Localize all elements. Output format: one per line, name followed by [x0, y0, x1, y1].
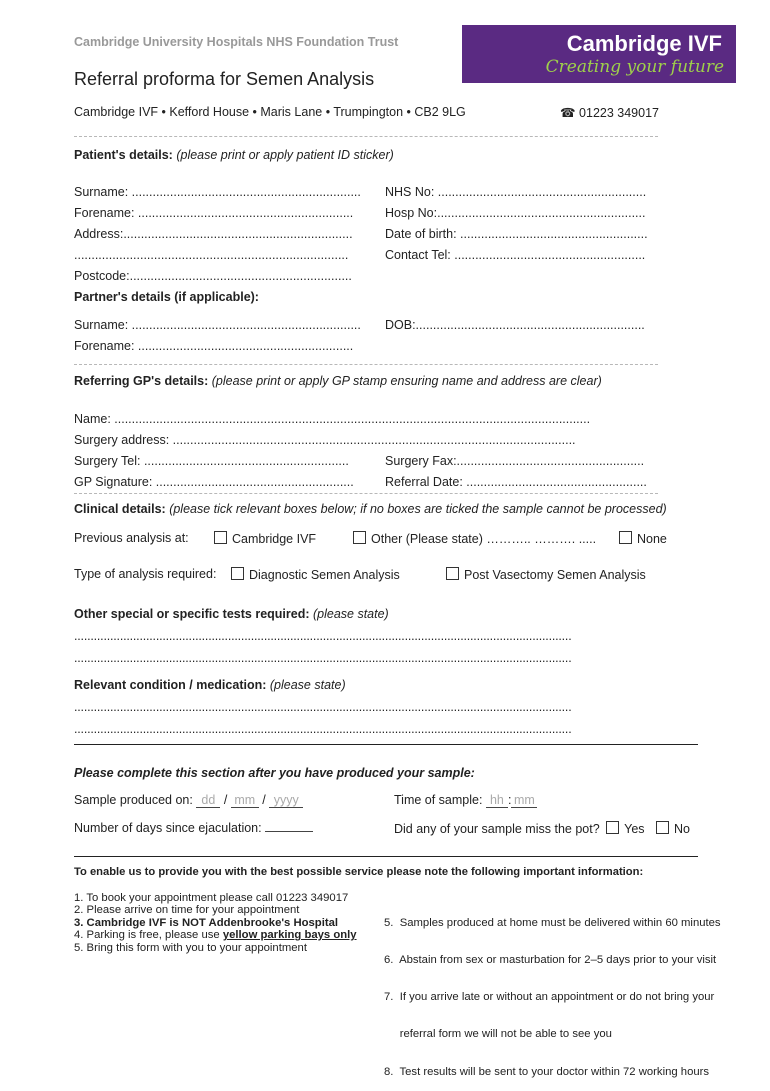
date-separator: /	[223, 793, 228, 807]
option-label: Other (Please state) ……….. ………. .....	[371, 532, 597, 546]
gp-heading	[74, 374, 602, 388]
yes-label: Yes	[624, 822, 645, 836]
clinic-phone: ☎ 01223 349017	[560, 106, 659, 120]
gp-signature-field[interactable]: GP Signature: .........................................................	[74, 475, 354, 489]
clinical-heading	[74, 502, 667, 516]
option-diagnostic[interactable]	[231, 567, 400, 582]
gp-surgery-tel-field[interactable]: Surgery Tel: ...........................................................	[74, 454, 349, 468]
list-item: 2. Please arrive on time for your appointment	[74, 904, 300, 917]
sample-hour-input[interactable]: hh	[486, 793, 508, 808]
sample-heading: Please complete this section after you have produced your sample:	[74, 766, 475, 780]
patient-heading-note: (please print or apply patient ID sticker)	[176, 148, 394, 162]
gp-surgery-address-field[interactable]: Surgery address: ....................................................................................................................	[74, 433, 576, 447]
clinical-heading-label: Clinical details:	[74, 502, 166, 516]
sample-time-label: Time of sample:	[394, 793, 483, 807]
list-item: 1. To book your appointment please call 01223 349017	[74, 892, 349, 904]
condition-note: (please state)	[269, 678, 346, 692]
patient-contact-tel-field[interactable]: Contact Tel: .......................................................	[385, 248, 646, 262]
divider	[74, 136, 658, 137]
option-label: Cambridge IVF	[232, 532, 317, 546]
option-cambridge-ivf[interactable]	[214, 531, 316, 546]
list-item: 3. Cambridge IVF is NOT Addenbrooke's Hospital	[74, 916, 339, 929]
missed-pot-row	[394, 821, 690, 836]
list-item: 6. Abstain from sex or masturbation for 2–5 days prior to your visit	[384, 954, 717, 967]
option-label: Post Vasectomy Semen Analysis	[464, 568, 646, 582]
condition-line-1[interactable]: ........................................................................................................................................................	[74, 700, 572, 714]
section-divider	[74, 744, 698, 745]
sample-year-input[interactable]: yyyy	[269, 793, 303, 808]
patient-dob-field[interactable]: Date of birth: ......................................................	[385, 227, 648, 241]
info-list-left	[74, 892, 357, 954]
partner-surname-field[interactable]: Surname: ..................................................................	[74, 318, 361, 332]
logo-tagline: Creating your future	[545, 57, 724, 77]
previous-analysis-label: Previous analysis at:	[74, 531, 189, 545]
patient-forename-field[interactable]: Forename: ..............................................................	[74, 206, 354, 220]
patient-hosp-no-field[interactable]: Hosp No:............................................................	[385, 206, 646, 220]
form-title: Referral proforma for Semen Analysis	[74, 69, 375, 89]
checkbox[interactable]	[446, 567, 459, 580]
clinical-heading-note: (please tick relevant boxes below; if no boxes are ticked the sample cannot be processed)	[169, 502, 667, 516]
divider	[74, 364, 658, 365]
divider	[74, 493, 658, 494]
patient-postcode-field[interactable]: Postcode:................................................................	[74, 269, 352, 283]
gp-heading-label: Referring GP's details:	[74, 374, 209, 388]
time-separator: :	[507, 793, 512, 807]
other-tests-note: (please state)	[312, 607, 389, 621]
checkbox[interactable]	[353, 531, 366, 544]
gp-heading-note: (please print or apply GP stamp ensuring name and address are clear)	[211, 374, 602, 388]
section-divider	[74, 856, 698, 857]
partner-heading: Partner's details (if applicable):	[74, 290, 259, 304]
option-post-vasectomy[interactable]	[446, 567, 646, 582]
condition-label: Relevant condition / medication:	[74, 678, 267, 692]
list-item	[74, 929, 357, 941]
date-separator: /	[262, 793, 266, 807]
partner-forename-field[interactable]: Forename: ..............................................................	[74, 339, 354, 353]
partner-dob-field[interactable]: DOB:..................................................................	[385, 318, 645, 332]
sample-minute-input[interactable]: mm	[511, 793, 537, 808]
days-since-input[interactable]	[265, 831, 313, 832]
list-item: 8. Test results will be sent to your doctor within 72 working hours	[384, 1065, 710, 1078]
checkbox[interactable]	[214, 531, 227, 544]
list-item: 7. If you arrive late or without an appointment or do not bring your	[384, 991, 715, 1004]
clinic-address: Cambridge IVF • Kefford House • Maris Lane • Trumpington • CB2 9LG	[74, 105, 466, 119]
sample-day-input[interactable]: dd	[196, 793, 220, 808]
condition-heading	[74, 678, 346, 692]
parking-emphasis: yellow parking bays only	[222, 929, 357, 942]
missed-pot-yes-checkbox[interactable]	[606, 821, 619, 834]
patient-address-field[interactable]: Address:..................................................................	[74, 227, 353, 241]
sample-date-row	[74, 793, 303, 808]
option-label: None	[637, 532, 667, 546]
parking-text: 4. Parking is free, please use	[74, 929, 223, 942]
gp-name-field[interactable]: Name: .........................................................................................................................................	[74, 412, 591, 426]
patient-address-line2[interactable]: ...............................................................................	[74, 248, 349, 262]
option-none[interactable]	[619, 531, 667, 546]
days-since-label: Number of days since ejaculation:	[74, 821, 262, 835]
patient-nhs-no-field[interactable]: NHS No: ............................................................	[385, 185, 647, 199]
gp-referral-date-field[interactable]: Referral Date: ....................................................	[385, 475, 647, 489]
missed-pot-label: Did any of your sample miss the pot?	[394, 822, 600, 836]
info-list-right	[384, 892, 721, 1091]
other-tests-line-2[interactable]: ........................................................................................................................................................	[74, 651, 572, 665]
list-item: 5. Bring this form with you to your appointment	[74, 941, 307, 954]
other-tests-line-1[interactable]: ........................................................................................................................................................	[74, 629, 572, 643]
patient-heading-label: Patient's details:	[74, 148, 173, 162]
other-tests-label: Other special or specific tests required:	[74, 607, 310, 621]
sample-month-input[interactable]: mm	[231, 793, 259, 808]
gp-surgery-fax-field[interactable]: Surgery Fax:......................................................	[385, 454, 645, 468]
missed-pot-no-checkbox[interactable]	[656, 821, 669, 834]
no-label: No	[674, 822, 691, 836]
trust-name: Cambridge University Hospitals NHS Foundation Trust	[74, 35, 399, 49]
list-item: 5. Samples produced at home must be delivered within 60 minutes	[384, 916, 721, 929]
checkbox[interactable]	[231, 567, 244, 580]
patient-surname-field[interactable]: Surname: ..................................................................	[74, 185, 361, 199]
days-since-row	[74, 821, 313, 835]
logo-title: Cambridge IVF	[566, 31, 722, 56]
option-label: Diagnostic Semen Analysis	[249, 568, 400, 582]
condition-line-2[interactable]: ........................................................................................................................................................	[74, 722, 572, 736]
option-other[interactable]	[353, 531, 596, 546]
patient-heading	[74, 148, 394, 162]
sample-time-row	[394, 793, 537, 808]
info-heading: To enable us to provide you with the best possible service please note the following important information:	[74, 866, 644, 878]
cambridge-ivf-logo	[462, 25, 736, 83]
checkbox[interactable]	[619, 531, 632, 544]
sample-date-label: Sample produced on:	[74, 793, 193, 807]
analysis-type-label: Type of analysis required:	[74, 567, 217, 581]
other-tests-heading	[74, 607, 389, 621]
list-item: referral form we will not be able to see you	[384, 1028, 612, 1041]
